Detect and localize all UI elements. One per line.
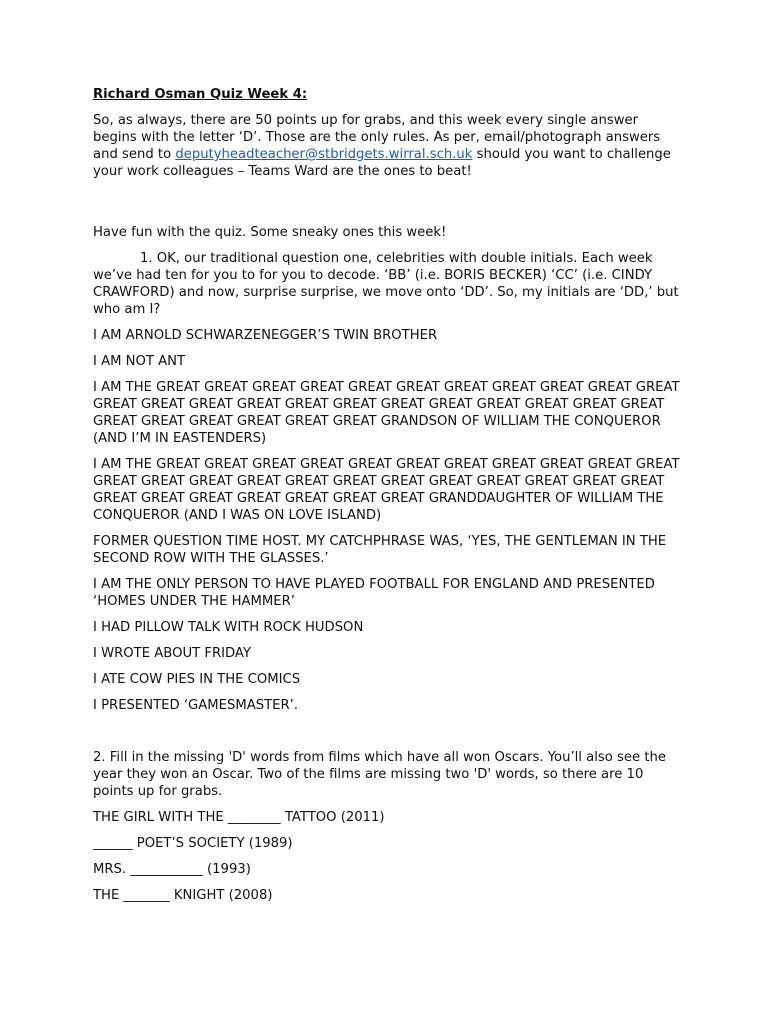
quiz-title: Richard Osman Quiz Week 4: <box>93 87 308 102</box>
clue-6: I AM THE ONLY PERSON TO HAVE PLAYED FOOTBALL FOR ENGLAND AND PRESENTED ‘HOMES UNDER THE HAMMER’ <box>93 577 655 609</box>
spacer <box>93 723 683 749</box>
fun-line: Have fun with the quiz. Some sneaky ones this week! <box>93 225 447 240</box>
film-4: THE _______ KNIGHT (2008) <box>93 888 273 903</box>
spacer <box>93 189 683 224</box>
clue-7: I HAD PILLOW TALK WITH ROCK HUDSON <box>93 620 364 635</box>
clue-5: FORMER QUESTION TIME HOST. MY CATCHPHRASE WAS, ‘YES, THE GENTLEMAN IN THE SECOND ROW WITH THE GLASSES.’ <box>93 534 667 566</box>
film-2: ______ POET’S SOCIETY (1989) <box>93 836 293 851</box>
clue-4: I AM THE GREAT GREAT GREAT GREAT GREAT GREAT GREAT GREAT GREAT GREAT GREAT GREAT GREAT GREAT GREAT GREAT GREAT GREAT GREAT GREAT GREAT GREAT GREAT GREAT GREAT GREAT GREAT GREAT GREAT GREAT GRANDDAUGHTER OF WILLIAM THE CONQUEROR (AND I WAS ON LOVE ISLAND) <box>93 457 680 523</box>
clue-1: I AM ARNOLD SCHWARZENEGGER’S TWIN BROTHER <box>93 328 438 343</box>
clue-8: I WROTE ABOUT FRIDAY <box>93 646 251 661</box>
clue-2: I AM NOT ANT <box>93 354 186 369</box>
intro-paragraph <box>93 112 683 180</box>
question-1-text: 1. OK, our traditional question one, celebrities with double initials. Each week we’ve had ten for you to for you to decode. ‘BB’ (i.e. BORIS BECKER) ‘CC’ (i.e. CINDY CRAWFORD) and now, surprise surprise, we move onto ‘DD’. So, my initials are ‘DD,’ but who am I? <box>93 251 679 317</box>
clue-3: I AM THE GREAT GREAT GREAT GREAT GREAT GREAT GREAT GREAT GREAT GREAT GREAT GREAT GREAT GREAT GREAT GREAT GREAT GREAT GREAT GREAT GREAT GREAT GREAT GREAT GREAT GREAT GREAT GREAT GREAT GRANDSON OF WILLIAM THE CONQUEROR (AND I’M IN EASTENDERS) <box>93 380 680 446</box>
intro-text-before-link: So, as always, there are 50 points up for grabs, and this week every single answer begins with the letter ‘D’. Those are the only rules. As per, email/photograph answers and send to <box>93 113 661 162</box>
clue-10: I PRESENTED ‘GAMESMASTER’. <box>93 698 299 713</box>
film-3: MRS. ___________ (1993) <box>93 862 251 877</box>
email-link[interactable]: deputyheadteacher@stbridgets.wirral.sch.uk <box>175 147 473 162</box>
question-2-text: 2. Fill in the missing 'D' words from films which have all won Oscars. You’ll also see the year they won an Oscar. Two of the films are missing two 'D' words, so there are 10 points up for grabs. <box>93 750 666 799</box>
film-1: THE GIRL WITH THE ________ TATTOO (2011) <box>93 810 385 825</box>
clue-9: I ATE COW PIES IN THE COMICS <box>93 672 301 687</box>
intro-text-after-link: should you want to challenge your work colleagues – Teams Ward are the ones to beat! <box>93 147 671 179</box>
document-page <box>93 86 683 913</box>
